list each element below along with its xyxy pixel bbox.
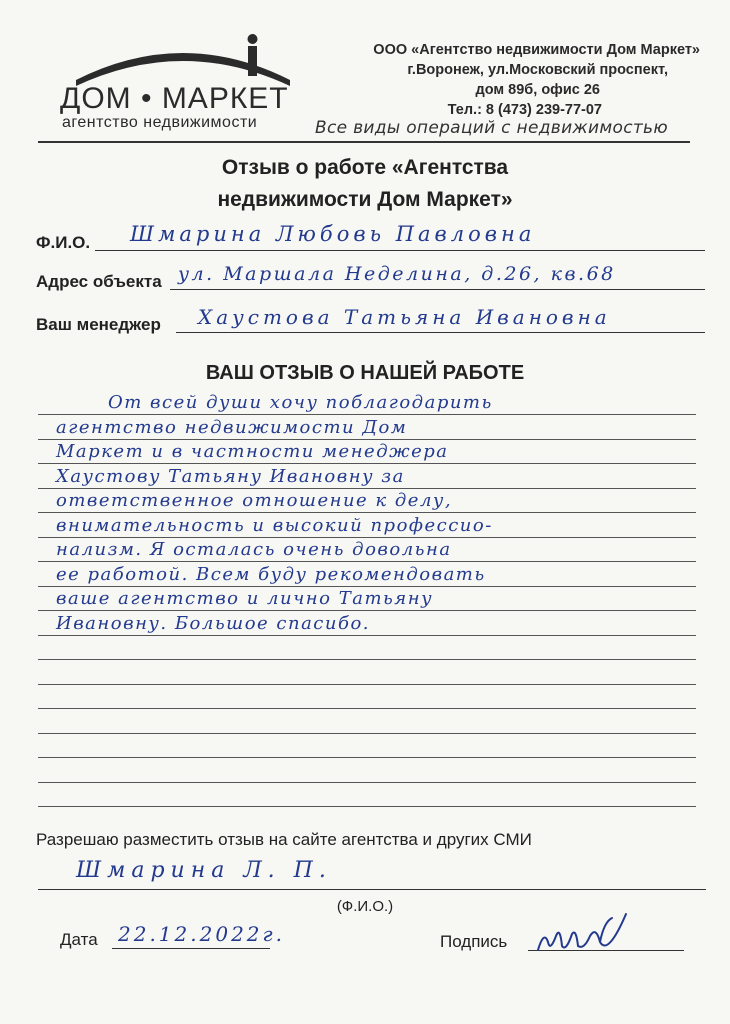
review-text-line: ее работой. Всем буду рекомендовать (56, 564, 486, 585)
manager-label: Ваш менеджер (36, 315, 161, 334)
address-label: Адрес объекта (36, 272, 162, 291)
review-text-line: От всей души хочу поблагодарить (108, 392, 493, 413)
review-ruled-line (38, 414, 696, 415)
review-ruled-line (38, 586, 696, 587)
fio-sign-underline (38, 889, 706, 890)
review-ruled-line (38, 782, 696, 783)
fio-value: Шмарина Любовь Павловна (130, 222, 536, 246)
review-ruled-line (38, 806, 696, 807)
review-text-line: Ивановну. Большое спасибо. (56, 613, 371, 634)
signature-mark (534, 912, 634, 962)
fio-underline (95, 250, 705, 251)
review-ruled-line (38, 561, 696, 562)
review-ruled-line (38, 610, 696, 611)
date-underline (112, 948, 270, 949)
logo-tagline: агентство недвижимости (62, 114, 258, 131)
review-ruled-line (38, 488, 696, 489)
review-ruled-line (38, 733, 696, 734)
review-ruled-line (38, 635, 696, 636)
org-city-street: г.Воронеж, ул.Московский проспект, (407, 62, 668, 78)
date-label: Дата (60, 930, 98, 949)
permission-statement: Разрешаю разместить отзыв на сайте агентства и других СМИ (36, 830, 532, 849)
manager-underline (176, 332, 705, 333)
org-building: дом 89б, офис 26 (475, 82, 600, 98)
logo-wordmark: ДОМ • МАРКЕТ (60, 82, 289, 115)
review-ruled-line (38, 708, 696, 709)
review-text-line: внимательность и высокий профессио- (56, 515, 493, 536)
manager-value: Хаустова Татьяна Ивановна (198, 305, 611, 329)
review-ruled-line (38, 463, 696, 464)
review-ruled-line (38, 537, 696, 538)
logo-roof-graphic (68, 32, 298, 88)
review-text-line: агентство недвижимости Дом (56, 417, 408, 438)
review-ruled-line (38, 757, 696, 758)
fio-handwritten: Шмарина Л. П. (76, 858, 332, 883)
address-value: ул. Маршала Неделина, д.26, кв.68 (178, 263, 616, 285)
review-heading: ВАШ ОТЗЫВ О НАШЕЙ РАБОТЕ (205, 362, 525, 384)
fio-label: Ф.И.О. (36, 233, 91, 252)
review-text-line: ответственное отношение к делу, (56, 490, 453, 511)
org-slogan: Все виды операций с недвижимостью (315, 118, 668, 138)
review-ruled-line (38, 439, 696, 440)
org-phone: Тел.: 8 (473) 239-77-07 (447, 102, 602, 118)
review-text-line: Хаустову Татьяну Ивановну за (56, 466, 405, 487)
form-title-line-1: Отзыв о работе «Агентства (221, 156, 509, 179)
review-text-line: нализм. Я осталась очень довольна (56, 539, 452, 560)
org-name: ООО «Агентство недвижимости Дом Маркет» (373, 42, 700, 58)
address-underline (170, 289, 705, 290)
review-text-line: Маркет и в частности менеджера (56, 441, 449, 462)
review-ruled-line (38, 659, 696, 660)
form-title-line-2: недвижимости Дом Маркет» (217, 188, 513, 211)
review-ruled-line (38, 684, 696, 685)
fio-caption: (Ф.И.О.) (336, 898, 394, 915)
signature-label: Подпись (440, 932, 508, 951)
header-divider (38, 141, 690, 143)
date-value: 22.12.2022г. (118, 922, 285, 946)
review-text-line: ваше агентство и лично Татьяну (56, 588, 434, 609)
review-ruled-line (38, 512, 696, 513)
